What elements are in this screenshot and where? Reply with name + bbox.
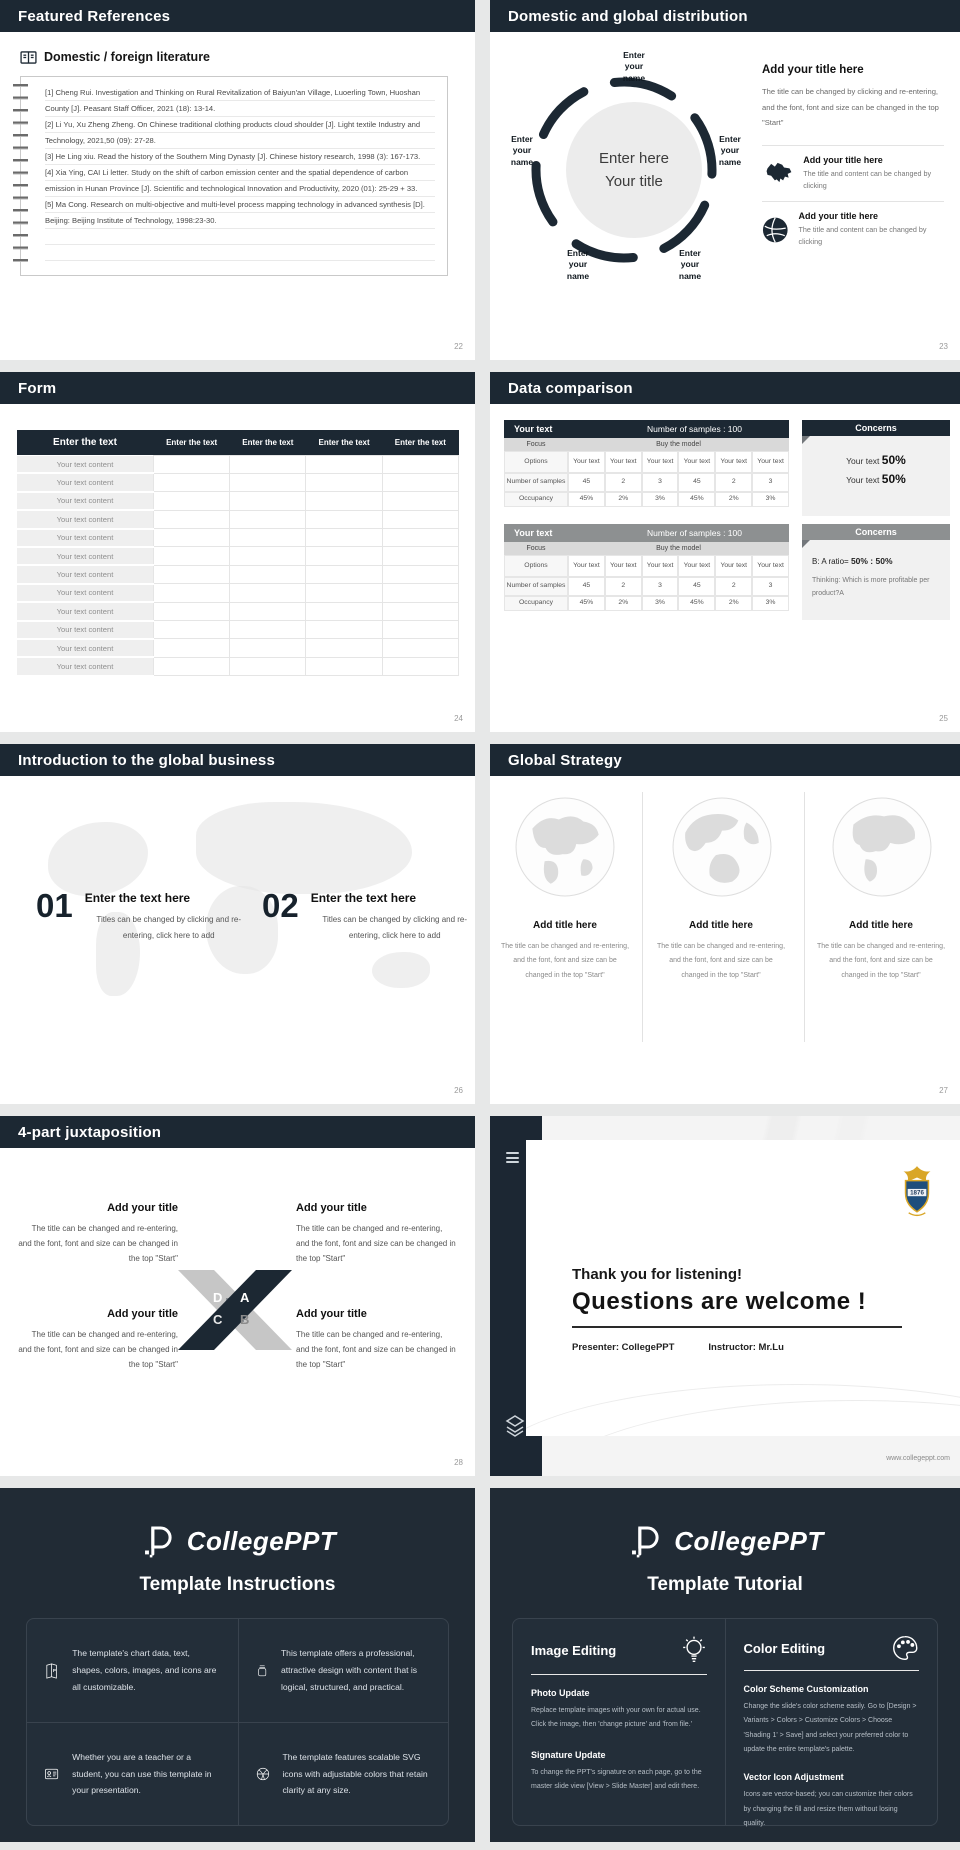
sub-title: Color Scheme Customization — [743, 1684, 869, 1694]
slide-title-bar — [490, 744, 960, 776]
ribbon-letter: A — [240, 1290, 250, 1305]
row-label: Your text content — [17, 602, 154, 620]
ball-icon — [255, 1755, 271, 1793]
sub-text: Icons are vector-based; you can customize their colors by changing the fill and resize them without losing quality. — [743, 1791, 913, 1828]
panel-title: Add your title here — [762, 64, 864, 76]
slide-domestic-global-distribution — [490, 0, 960, 360]
thanks-line: Thank you for listening! — [572, 1266, 743, 1283]
circle-label: Enter your name — [718, 134, 742, 167]
ratio-value: 50% : 50% — [850, 556, 893, 566]
concerns-box-1 — [802, 420, 950, 516]
concerns-header: Concerns — [802, 420, 950, 436]
table-row — [17, 639, 459, 657]
feature-box — [27, 1722, 238, 1825]
column-text: The title can be changed and re-entering, and the font, font and size can be changed in the top "Start" — [500, 943, 630, 979]
cell: 45 — [678, 473, 715, 492]
list-item — [762, 201, 944, 257]
feature-text: The template features scalable SVG icons with adjustable colors that retain clarity at any size. — [282, 1751, 428, 1796]
globe-icon — [762, 216, 789, 244]
row-label: Your text content — [17, 510, 154, 528]
item-text: Titles can be changed by clicking and re-entering, click here to add — [96, 915, 242, 940]
slide-title: 4-part juxtaposition — [18, 1123, 162, 1141]
center-line1: Enter here — [598, 149, 670, 167]
row-label: Your text content — [17, 565, 154, 583]
sub-title: Signature Update — [531, 1749, 606, 1760]
row-label: Your text content — [17, 584, 154, 602]
reference-entry: [4] Xia Ying, CAI Li letter. Study on the shift of carbon emission center and the spatial dependence of carbon emission in Hunan Province [J]. Scientific and technological Innovation and Productivity, 2020 (01): 25-29 + 33. — [45, 168, 418, 193]
table-header-label: Your text — [514, 528, 553, 538]
diagram-center — [566, 102, 702, 238]
block-title: Add your title — [296, 1308, 367, 1320]
slide-title: Domestic and global distribution — [508, 7, 748, 25]
slide-title-bar — [0, 0, 475, 32]
brand-name: CollegePPT — [186, 1525, 337, 1556]
numbered-item-01 — [36, 887, 253, 943]
cell: 45 — [568, 473, 605, 492]
circle-label: Enter your name — [510, 134, 534, 167]
row-label: Options — [504, 555, 568, 577]
column-header: Enter the text — [382, 430, 458, 456]
sub-text: Replace template images with your own for actual use. Click the image, then 'change picture' and 'from file.' — [531, 1707, 701, 1729]
cell: 3 — [752, 577, 789, 596]
slide-title: Featured References — [18, 7, 171, 25]
column-divider — [642, 792, 643, 1042]
literature-heading-label: Domestic / foreign literature — [44, 50, 211, 64]
collegeppt-logo-icon — [139, 1522, 177, 1560]
block-text: The title can be changed and re-entering, and the font, font and size can be changed in the top "Start" — [18, 1330, 178, 1370]
table-row — [17, 584, 459, 602]
ribbon-icon — [172, 1254, 298, 1366]
item-text: The title and content can be changed by clicking — [798, 225, 927, 247]
table-row — [17, 492, 459, 510]
numbered-item-02 — [262, 887, 475, 943]
questions-line: Questions are welcome ! — [572, 1288, 867, 1315]
form-table — [16, 430, 459, 677]
brand-row — [0, 1522, 475, 1560]
circle-label: Enter your name — [678, 248, 702, 281]
row-label: Your text content — [17, 473, 154, 491]
cell: 2% — [605, 596, 642, 611]
panel-text: The title can be changed by clicking and re-entering, and the font, font and size can be changed in the top "Start" — [762, 87, 939, 128]
book-icon — [20, 51, 37, 64]
reference-list — [45, 85, 435, 269]
page-number: 28 — [454, 1458, 463, 1467]
table-header-row — [17, 430, 459, 456]
ribbon-letter: D — [213, 1290, 223, 1305]
cell: Your text — [678, 451, 715, 473]
slide-thank-you — [490, 1116, 960, 1476]
section-title: Color Editing — [743, 1640, 826, 1656]
panel-template-tutorial — [490, 1488, 960, 1842]
column-header: Enter the text — [306, 430, 382, 456]
block-text: The title can be changed and re-entering, and the font, font and size can be changed in the top "Start" — [18, 1224, 178, 1264]
pages-icon — [43, 1652, 60, 1690]
slide-introduction-global-business — [0, 744, 475, 1104]
column-divider — [804, 792, 805, 1042]
feature-box — [238, 1722, 449, 1825]
table-header-value: Number of samples : 100 — [647, 424, 742, 434]
image-editing-column — [513, 1619, 725, 1825]
circular-diagram — [510, 50, 742, 292]
right-text-panel — [762, 64, 944, 258]
instructor-label: Instructor: Mr.Lu — [708, 1342, 784, 1353]
item-title: Add your title here — [803, 154, 883, 165]
brand-name: CollegePPT — [674, 1525, 824, 1556]
column-text: The title can be changed and re-entering, and the font, font and size can be changed in the top "Start" — [816, 943, 946, 979]
slide-title: Global Strategy — [508, 751, 622, 769]
center-line2: Your title — [605, 173, 663, 190]
slide-4-part-juxtaposition — [0, 1116, 475, 1476]
block-text: The title can be changed and re-entering, and the font, font and size can be changed in the top "Start" — [296, 1224, 456, 1264]
row-label: Your text content — [17, 547, 154, 565]
globe-graphic — [671, 796, 773, 898]
slide-title-bar — [0, 1116, 475, 1148]
slide-title: Form — [18, 379, 57, 397]
item-number: 02 — [262, 887, 299, 924]
cell: 2 — [605, 577, 642, 596]
svg-text:P: P — [53, 1667, 56, 1673]
layers-diamond-icon — [505, 1414, 525, 1438]
hamburger-menu-icon — [506, 1152, 519, 1166]
slide-global-strategy — [490, 744, 960, 1104]
column-header: Enter the text — [230, 430, 306, 456]
column-header: Enter the text — [17, 430, 154, 456]
panel-heading: Template Tutorial — [647, 1574, 803, 1595]
reference-entry: [5] Ma Cong. Research on multi-objective and multi-level process mapping technology in advanced synthesis [D]. Beijing: Beijing Institute of Technology, 1998:23-30. — [45, 200, 425, 225]
row-label: Your text content — [17, 639, 154, 657]
cell: 2% — [715, 596, 752, 611]
feature-box — [238, 1619, 449, 1722]
cell: Your text — [642, 451, 679, 473]
cell: Your text — [715, 555, 752, 577]
table-header-label: Your text — [514, 424, 553, 434]
cell: 3% — [642, 596, 679, 611]
sub-text: Change the slide's color scheme easily. Go to [Design > Variants > Colors > Customize Colors > Choose 'Shading 1' > Save] and select your preferred color to update the entire template's palette. — [743, 1703, 917, 1754]
feature-box-grid — [26, 1618, 449, 1826]
slide-title: Introduction to the global business — [18, 751, 275, 769]
column-header: Enter the text — [154, 430, 230, 456]
feature-box — [27, 1619, 238, 1722]
row-label: Your text content — [17, 621, 154, 639]
comparison-table-2 — [504, 524, 789, 611]
cell: Your text — [605, 451, 642, 473]
page-number: 26 — [454, 1086, 463, 1095]
section-title: Image Editing — [531, 1642, 617, 1658]
slide-data-comparison — [490, 372, 960, 732]
cell: Your text — [715, 451, 752, 473]
page-number: 27 — [939, 1086, 948, 1095]
ribbon-letter: C — [213, 1312, 223, 1327]
emblem-year: 1876 — [910, 1189, 924, 1197]
row-label: Options — [504, 451, 568, 473]
cell: 3 — [642, 473, 679, 492]
concerns-box-2 — [802, 524, 950, 620]
cell: 45% — [568, 596, 605, 611]
cell: Your text — [752, 451, 789, 473]
block-title: Add your title — [296, 1202, 367, 1214]
feature-text: Whether you are a teacher or a student, you can use this template in your presentation. — [72, 1751, 212, 1796]
row-label: Your text content — [17, 456, 154, 474]
cell: Your text — [642, 555, 679, 577]
cell: 45% — [678, 492, 715, 507]
row-label: Your text content — [17, 492, 154, 510]
ratio-prefix: B: A ratio= — [812, 557, 849, 566]
slide-title-bar — [490, 0, 960, 32]
concerns-header: Concerns — [802, 524, 950, 540]
concern-label: Your text — [846, 475, 880, 485]
reference-entry: [3] He Ling xiu. Read the history of the Southern Ming Dynasty [J]. Chinese history research, 1998 (3): 167-173. — [45, 152, 421, 161]
china-map-icon — [762, 159, 793, 187]
cell: 45% — [568, 492, 605, 507]
title-block-top-left — [18, 1202, 178, 1267]
cell: 2 — [715, 473, 752, 492]
item-title: Add your title here — [798, 211, 879, 222]
cell: Your text — [568, 555, 605, 577]
item-number: 01 — [36, 887, 73, 924]
slide-featured-references — [0, 0, 475, 360]
id-card-icon — [43, 1755, 60, 1793]
cell: 3% — [752, 596, 789, 611]
block-title: Add your title — [107, 1202, 178, 1214]
color-editing-column — [725, 1619, 938, 1828]
row-label: Occupancy — [504, 492, 568, 507]
item-text: Titles can be changed by clicking and re-entering, click here to add — [322, 915, 468, 940]
column-text: The title can be changed and re-entering, and the font, font and size can be changed in the top "Start" — [656, 943, 786, 979]
website-url: www.collegeppt.com — [886, 1455, 950, 1462]
cell: Your text — [568, 451, 605, 473]
cell: Your text — [752, 555, 789, 577]
sub-text: To change the PPT's signature on each page, go to the master slide view [View > Slide Master] and edit there. — [531, 1768, 702, 1791]
table-row — [17, 657, 459, 675]
x-ribbon-graphic — [172, 1254, 298, 1366]
comparison-table-1 — [504, 420, 789, 507]
page-number: 24 — [454, 714, 463, 723]
thank-you-card — [526, 1140, 960, 1436]
feature-text: The template's chart data, text, shapes, colors, images, and icons are all customizable. — [72, 1648, 217, 1692]
block-text: The title can be changed and re-entering, and the font, font and size can be changed in the top "Start" — [296, 1330, 456, 1370]
thinking-text: Thinking: Which is more profitable per product?A — [812, 577, 930, 597]
panel-template-instructions — [0, 1488, 475, 1842]
slide-form — [0, 372, 475, 732]
column-title: Add title here — [533, 920, 597, 931]
row-label: Number of samples — [504, 577, 568, 596]
row-label: Number of samples — [504, 473, 568, 492]
table-row — [17, 473, 459, 491]
reference-entry: [2] Li Yu, Xu Zheng Zheng. On Chinese traditional clothing products cloud shoulder [J]. Light textile Industry and Technology, 2021,50 (09): 27-28. — [45, 120, 421, 145]
tutorial-box — [512, 1618, 938, 1826]
table-row — [17, 565, 459, 583]
row-label: Occupancy — [504, 596, 568, 611]
focus-value: Buy the model — [656, 545, 701, 552]
item-title: Enter the text here — [310, 891, 417, 905]
globe-graphic — [831, 796, 933, 898]
table-row — [17, 529, 459, 547]
spiral-binding-icon — [13, 81, 28, 271]
reference-entry: [1] Cheng Rui. Investigation and Thinking on Rural Revitalization of Baiyun'an Village, Luoerling Town, Huoshan County [J]. Peasant Staff Officer, 2021 (18): 13-14. — [45, 88, 421, 113]
title-block-top-right — [296, 1202, 456, 1267]
concern-value: 50% — [881, 453, 906, 467]
block-title: Add your title — [107, 1308, 178, 1320]
cell: 2% — [605, 492, 642, 507]
slide-title-bar — [490, 372, 960, 404]
sub-title: Photo Update — [531, 1688, 590, 1698]
university-emblem — [896, 1164, 938, 1218]
cell: 2 — [605, 473, 642, 492]
cell: Your text — [605, 555, 642, 577]
page-number: 22 — [454, 342, 463, 351]
page-number: 23 — [939, 342, 948, 351]
cell: 3 — [642, 577, 679, 596]
presenter-label: Presenter: CollegePPT — [572, 1342, 675, 1353]
table-header-value: Number of samples : 100 — [647, 528, 742, 538]
slide-title-bar — [0, 372, 475, 404]
cell: 3 — [752, 473, 789, 492]
collegeppt-logo-icon — [626, 1522, 664, 1560]
page-number: 25 — [939, 714, 948, 723]
cell: 45 — [568, 577, 605, 596]
brand-row — [490, 1522, 960, 1560]
palette-icon — [891, 1635, 919, 1661]
item-title: Enter the text here — [84, 891, 191, 905]
panel-heading: Template Instructions — [139, 1574, 336, 1595]
ribbon-letter: B — [240, 1312, 250, 1327]
row-label: Your text content — [17, 657, 154, 675]
slide-title: Data comparison — [508, 379, 633, 397]
cell: 2% — [715, 492, 752, 507]
table-row — [17, 621, 459, 639]
focus-label: Focus — [526, 441, 546, 448]
table-row — [17, 456, 459, 474]
title-block-bottom-right — [296, 1308, 456, 1373]
cell: Your text — [678, 555, 715, 577]
circle-label: Enter your name — [622, 50, 646, 83]
column-title: Add title here — [689, 920, 753, 931]
title-block-bottom-left — [18, 1308, 178, 1373]
reference-card — [20, 76, 448, 276]
column-title: Add title here — [849, 920, 913, 931]
divider-line — [572, 1326, 902, 1328]
slide-title-bar — [0, 744, 475, 776]
lightbulb-icon — [681, 1635, 707, 1665]
table-row — [17, 602, 459, 620]
cell: 2 — [715, 577, 752, 596]
globe-graphic — [514, 796, 616, 898]
list-item — [762, 145, 944, 201]
feature-text: This template offers a professional, attractive design with content that is logical, structured, and practical. — [280, 1648, 418, 1692]
item-text: The title and content can be changed by clicking — [803, 168, 932, 190]
cell: 3% — [752, 492, 789, 507]
cell: 3% — [642, 492, 679, 507]
sub-title: Vector Icon Adjustment — [743, 1772, 844, 1783]
literature-heading — [20, 50, 210, 64]
table-row — [17, 510, 459, 528]
table-row — [17, 547, 459, 565]
row-label: Your text content — [17, 529, 154, 547]
circle-label: Enter your name — [566, 248, 590, 281]
jar-icon — [255, 1652, 269, 1690]
concern-label: Your text — [846, 456, 880, 466]
cell: 45% — [678, 596, 715, 611]
cell: 45 — [678, 577, 715, 596]
concern-value: 50% — [881, 472, 906, 486]
focus-label: Focus — [526, 545, 546, 552]
focus-value: Buy the model — [656, 441, 701, 448]
